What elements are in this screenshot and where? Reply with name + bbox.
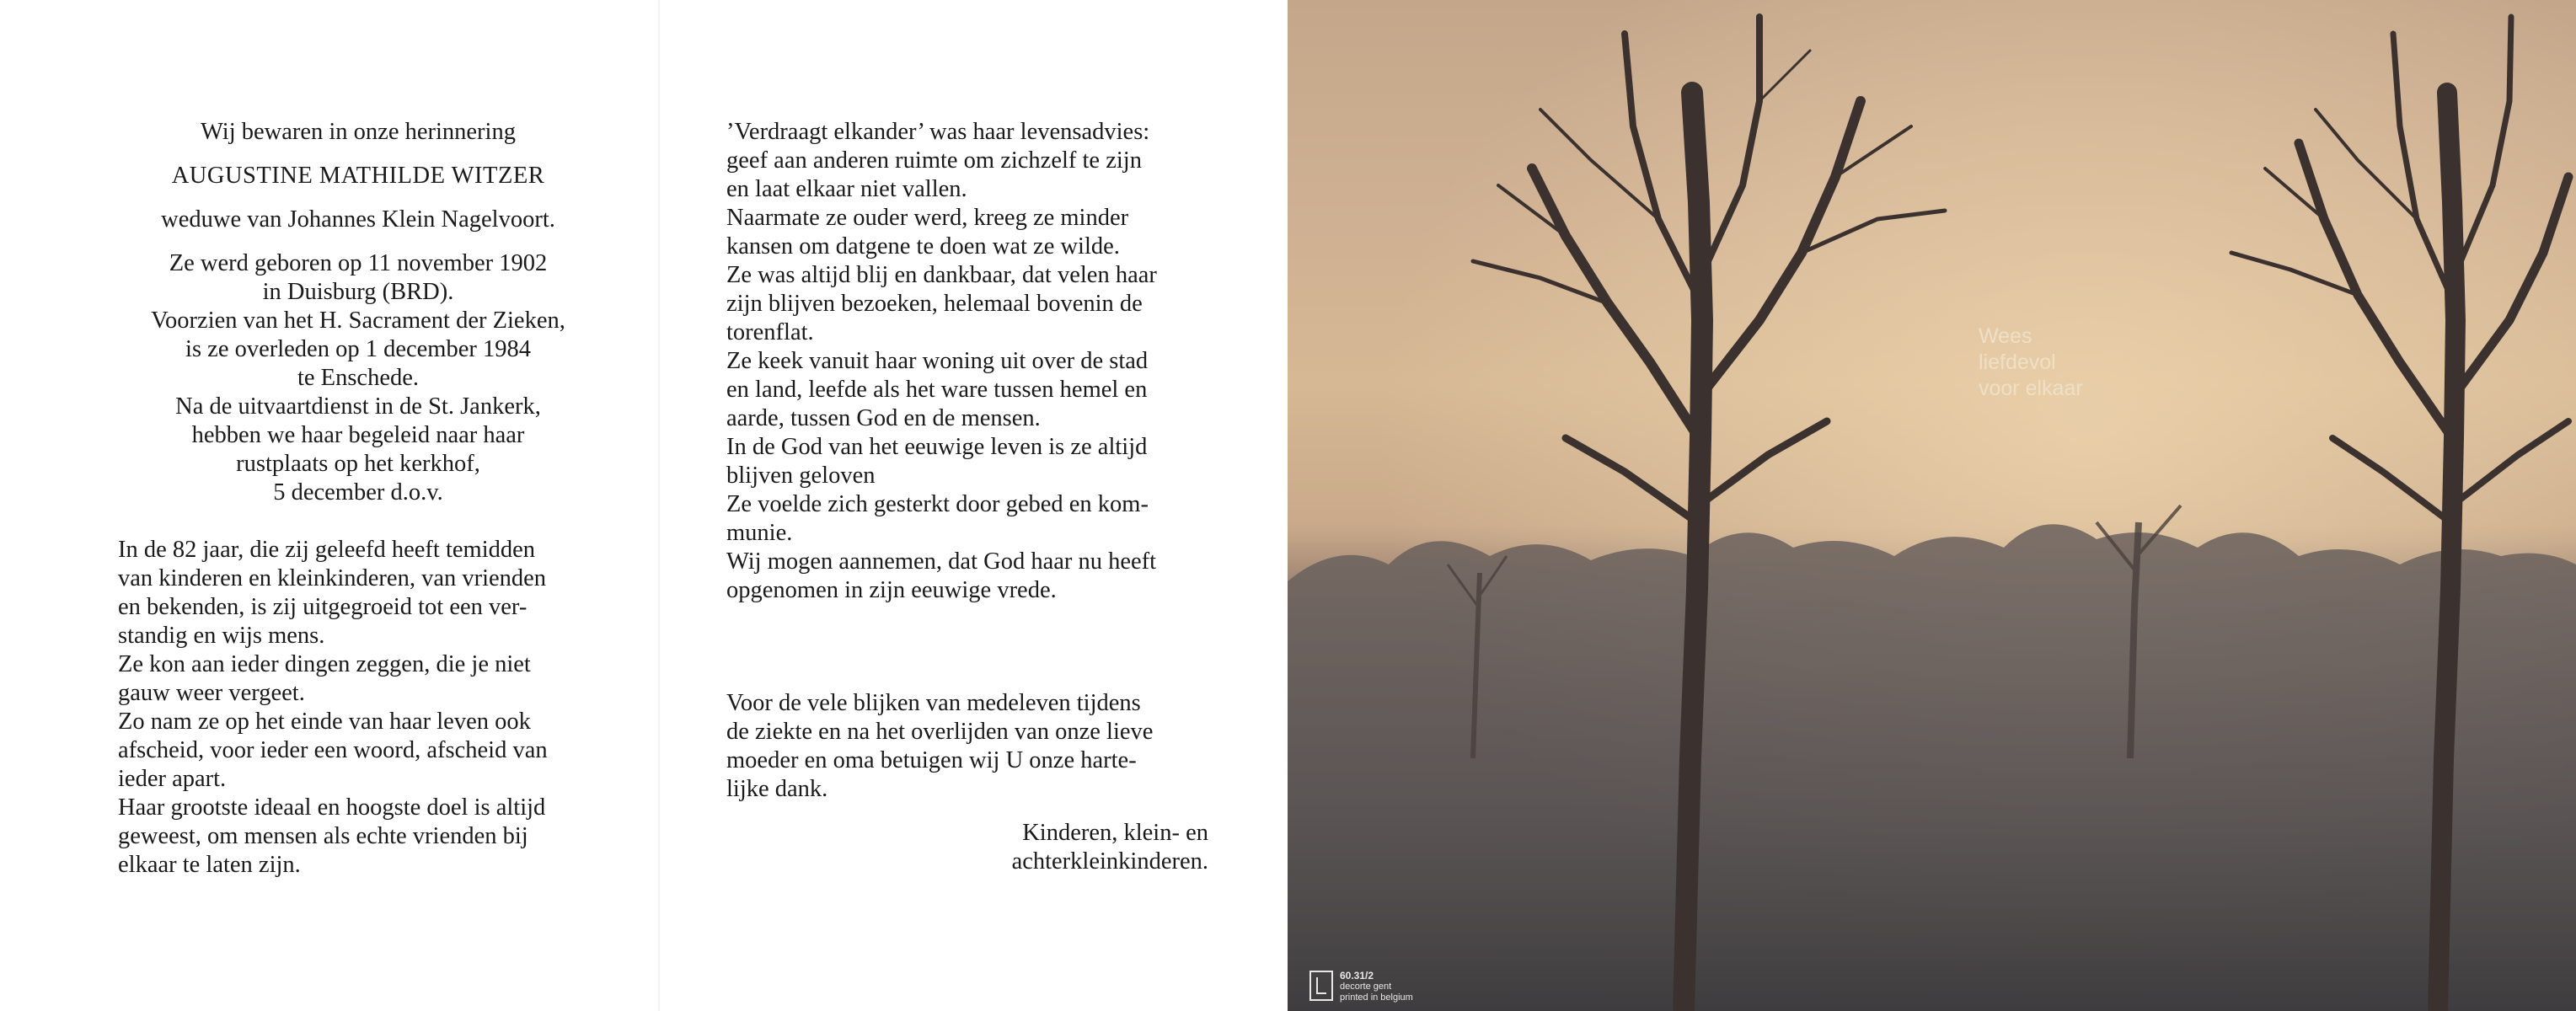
signature-block bbox=[726, 819, 1215, 876]
text-line: van kinderen en kleinkinderen, van vrienden bbox=[118, 565, 547, 591]
thanks-line: Voor de vele blijken van medeleven tijdens bbox=[726, 690, 1141, 716]
bio-line: Na de uitvaartdienst in de St. Jankerk, bbox=[175, 393, 541, 420]
publisher-logo-icon bbox=[1309, 971, 1333, 1001]
slogan-line: voor elkaar bbox=[1979, 377, 2083, 400]
cover-slogan bbox=[1979, 324, 2083, 402]
slogan-line: liefdevol bbox=[1979, 350, 2056, 374]
deceased-name: AUGUSTINE MATHILDE WITZER bbox=[171, 163, 545, 189]
text-line: geef aan anderen ruimte om zichzelf te zijn bbox=[726, 147, 1142, 174]
text-line: en bekenden, is zij uitgegroeid tot een ver- bbox=[118, 594, 528, 620]
text-line: standig en wijs mens. bbox=[118, 623, 325, 649]
signature-line: achterkleinkinderen. bbox=[1011, 848, 1208, 875]
thanks-line: lijke dank. bbox=[726, 776, 828, 802]
bio-line: te Enschede. bbox=[297, 365, 420, 391]
bio-line: Ze werd geboren op 11 november 1902 bbox=[169, 250, 548, 276]
text-line: aarde, tussen God en de mensen. bbox=[726, 405, 1041, 431]
bio-line: Voorzien van het H. Sacrament der Zieken, bbox=[151, 308, 565, 334]
text-line: elkaar te laten zijn. bbox=[118, 852, 301, 878]
slogan-line: Wees bbox=[1979, 324, 2032, 348]
widow-of-line: weduwe van Johannes Klein Nagelvoort. bbox=[161, 206, 555, 233]
text-line: Ze was altijd blij en dankbaar, dat velen haar bbox=[726, 262, 1157, 288]
bio-line: rustplaats op het kerkhof, bbox=[236, 451, 480, 477]
cover-photo-side bbox=[1288, 0, 2576, 1011]
thanks-line: moeder en oma betuigen wij U onze harte- bbox=[726, 747, 1137, 773]
text-line: kansen om datgene te doen wat ze wilde. bbox=[726, 233, 1120, 259]
text-line: munie. bbox=[726, 520, 793, 546]
publisher-code: 60.31/2 bbox=[1340, 970, 1374, 982]
text-line: Ze voelde zich gesterkt door gebed en kom- bbox=[726, 491, 1149, 517]
text-line: Wij mogen aannemen, dat God haar nu heeft bbox=[726, 548, 1157, 575]
life-text-block bbox=[118, 536, 598, 880]
left-text-column bbox=[118, 118, 598, 880]
text-line: Naarmate ze ouder werd, kreeg ze minder bbox=[726, 205, 1129, 231]
signature-line: Kinderen, klein- en bbox=[1022, 820, 1208, 846]
text-line: Ze keek vanuit haar woning uit over de stad bbox=[726, 348, 1149, 374]
text-line: geweest, om mensen als echte vrienden bij bbox=[118, 823, 528, 849]
text-line: en land, leefde als het ware tussen hemel en bbox=[726, 377, 1148, 403]
biography-block bbox=[118, 249, 598, 507]
fold-line bbox=[658, 0, 660, 1011]
bio-line: is ze overleden op 1 december 1984 bbox=[185, 336, 531, 362]
opening-line: Wij bewaren in onze herinnering bbox=[201, 119, 516, 145]
text-line: ’Verdraagt elkander’ was haar levensadvies: bbox=[726, 119, 1150, 145]
text-line: In de 82 jaar, die zij geleefd heeft temidden bbox=[118, 537, 536, 563]
middle-text-column bbox=[726, 118, 1215, 876]
text-line: Ze kon aan ieder dingen zeggen, die je niet bbox=[118, 651, 531, 677]
text-line: opgenomen in zijn eeuwige vrede. bbox=[726, 577, 1057, 603]
thanks-block bbox=[726, 689, 1215, 804]
bio-line: 5 december d.o.v. bbox=[273, 479, 443, 506]
text-line: afscheid, voor ieder een woord, afscheid van bbox=[118, 737, 548, 763]
text-line: Zo nam ze op het einde van haar leven ook bbox=[118, 709, 531, 735]
thanks-line: de ziekte en na het overlijden van onze lieve bbox=[726, 719, 1154, 745]
text-line: en laat elkaar niet vallen. bbox=[726, 176, 967, 202]
publisher-imprint bbox=[1309, 971, 1413, 1003]
publisher-text bbox=[1340, 971, 1413, 1003]
publisher-print-note: printed in belgium bbox=[1340, 992, 1413, 1003]
advice-text-block bbox=[726, 118, 1215, 605]
text-line: In de God van het eeuwige leven is ze altijd bbox=[726, 434, 1148, 460]
cover-photo bbox=[1288, 0, 2576, 1011]
text-line: blijven geloven bbox=[726, 463, 876, 489]
bio-line: in Duisburg (BRD). bbox=[262, 279, 454, 305]
text-line: Haar grootste ideaal en hoogste doel is altijd bbox=[118, 794, 546, 821]
publisher-name: decorte gent bbox=[1340, 982, 1392, 992]
text-line: zijn blijven bezoeken, helemaal bovenin de bbox=[726, 291, 1143, 317]
bio-line: hebben we haar begeleid naar haar bbox=[191, 422, 525, 448]
text-line: torenflat. bbox=[726, 319, 814, 345]
text-line: ieder apart. bbox=[118, 766, 227, 792]
text-line: gauw weer vergeet. bbox=[118, 680, 305, 706]
